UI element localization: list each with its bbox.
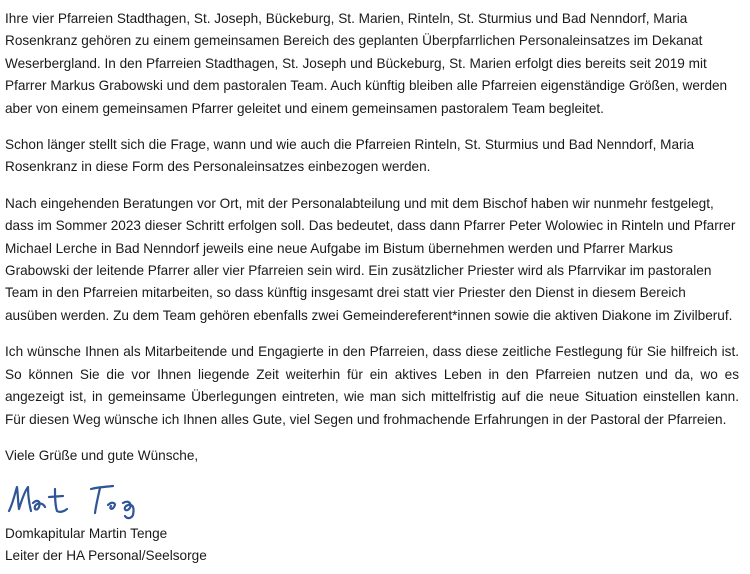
paragraph-decision: Nach eingehenden Beratungen vor Ort, mit der Personalabteilung und mit dem Bischof haben wir nunmehr festgelegt, dass im Sommer 2023 dieser Schritt erfolgen soll. Das bedeutet, dass dann Pfarrer Peter Wolowiec in Rinteln und Pfarrer Michael Lerche in Bad Nenndorf jeweils eine neue Aufgabe im Bistum übernehmen werden und Pfarrer Markus Grabowski der leitende Pfarrer aller vier Pfarreien sein wird. Ein zusätzlicher Priester wird als Pfarrvikar im pastoralen Team in den Pfarreien mitarbeiten, so dass künftig insgesamt drei statt vier Priester den Dienst in diesem Bereich ausüben werden. Zu dem Team gehören ebenfalls zwei Gemeindereferent*innen sowie die aktiven Diakone im Zivilberuf. (5, 195, 736, 323)
closing-greeting: Viele Grüße und gute Wünsche, (5, 447, 199, 463)
signer-title: Leiter der HA Personal/Seelsorge (5, 548, 207, 564)
signer-name: Domkapitular Martin Tenge (5, 526, 168, 542)
paragraph-intro: Ihre vier Pfarreien Stadthagen, St. Joseph, Bückeburg, St. Marien, Rinteln, St. Sturmius und Bad Nenndorf, Maria Rosenkranz gehören zu einem gemeinsamen Bereich des geplanten Überpfarrlichen Personaleinsatzes im Dekanat Weserbergland. In den Pfarreien Stadthagen, St. Joseph und Bückeburg, St. Marien erfolgt dies bereits seit 2019 mit Pfarrer Markus Grabowski und dem pastoralen Team. Auch künftig bleiben alle Pfarreien eigenständige Größen, werden aber von einem gemeinsamen Pfarrer geleitet und einem gemeinsamen pastoralem Team begleitet. (5, 11, 728, 116)
handwritten-signature (5, 481, 739, 521)
paragraph-wishes: Ich wünsche Ihnen als Mitarbeitende und Engagierte in den Pfarreien, dass diese zeitliche Festlegung für Sie hilfreich ist. So können Sie die vor Ihnen liegende Zeit weiterhin für ein aktives Leben in den Pfarreien nutzen und da, wo es angezeigt ist, in gemeinsame Überlegungen eintreten, wie man sich mittelfristig auf die neue Situation einstellen kann. Für diesen Weg wünsche ich Ihnen alles Gute, viel Segen und frohmachende Erfahrungen in der Pastoral der Pfarreien. (5, 344, 739, 427)
paragraph-question: Schon länger stellt sich die Frage, wann und wie auch die Pfarreien Rinteln, St. Sturmius und Bad Nenndorf, Maria Rosenkranz in diese Form des Personaleinsatzes einbezogen werden. (5, 137, 695, 175)
letter-body (5, 8, 739, 567)
